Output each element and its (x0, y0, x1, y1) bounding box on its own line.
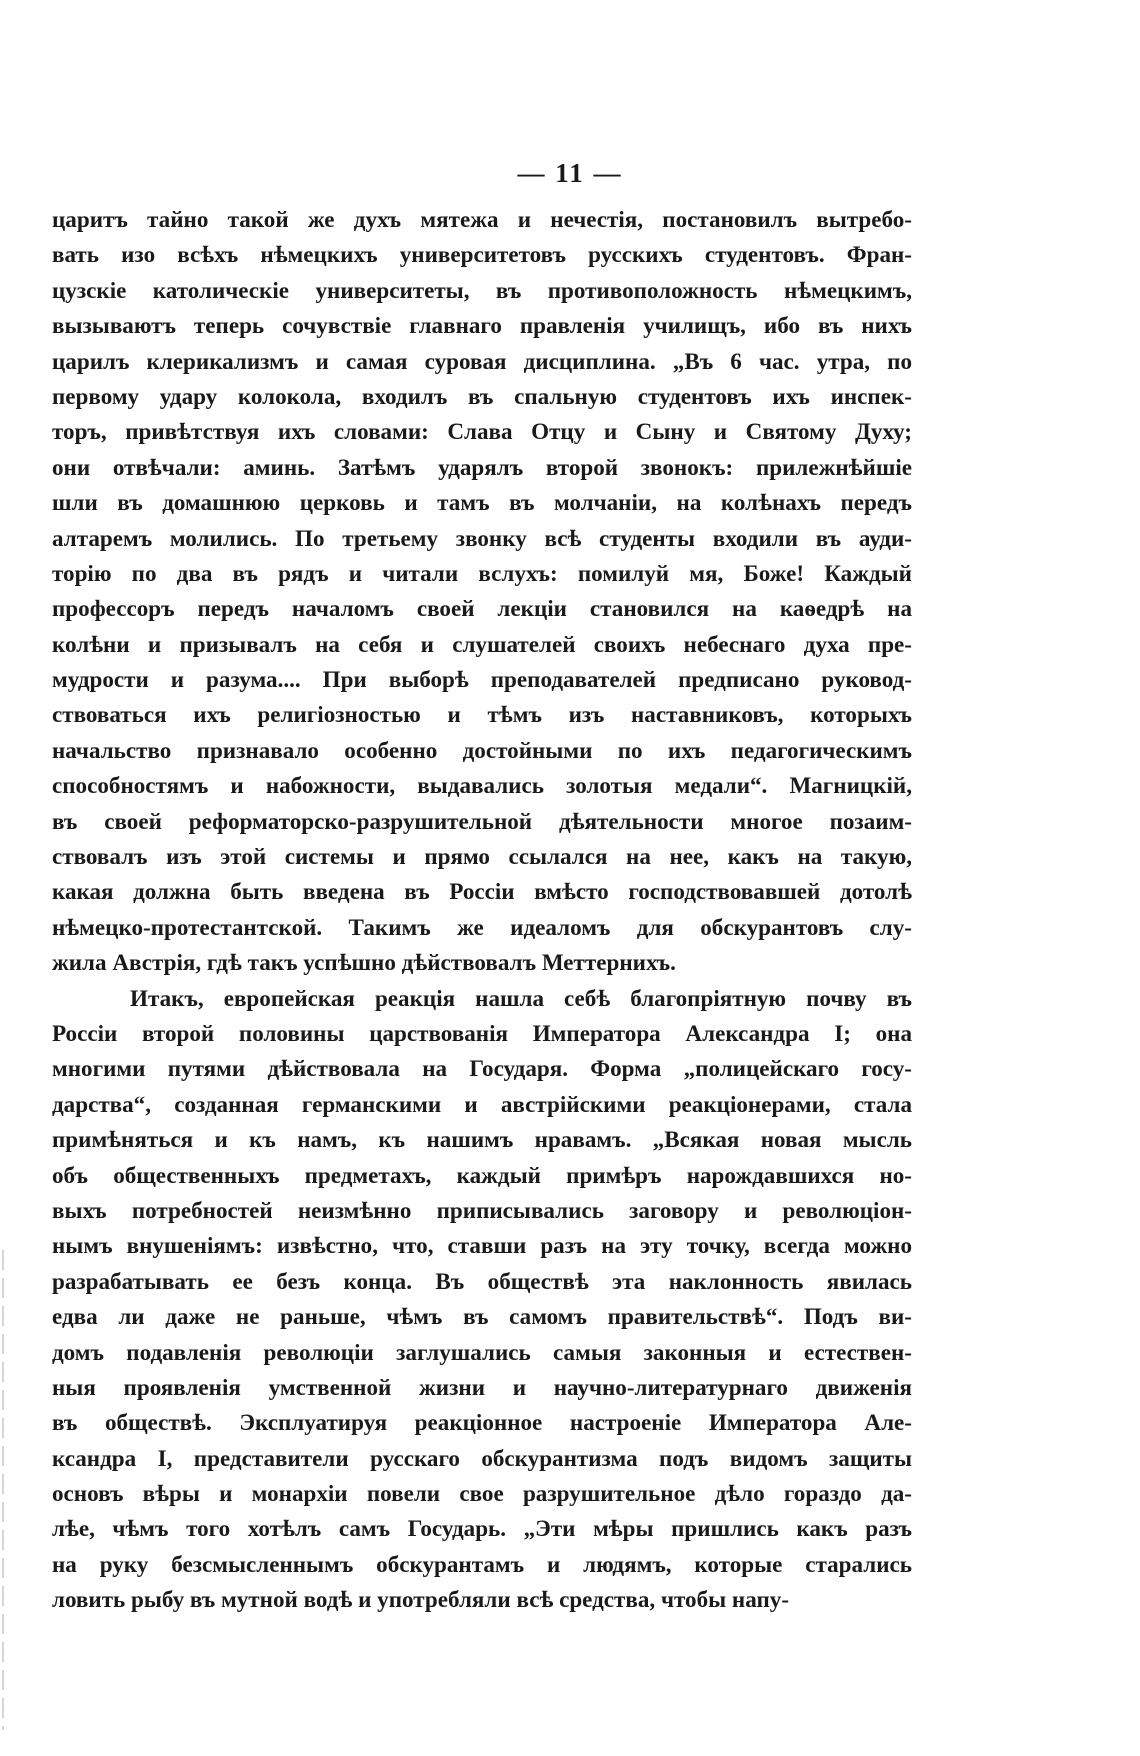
text-line: какая должна быть введена въ Россіи вмѣсто господствовавшей дотолѣ (52, 878, 912, 905)
text-line: Итакъ, европейская реакція нашла себѣ благопріятную почву въ (130, 984, 912, 1011)
paragraph-1 (52, 202, 912, 981)
text-line: въ обществѣ. Эксплуатируя реакціонное настроеніе Императора Але- (52, 1409, 912, 1436)
paragraph-2 (52, 981, 912, 1618)
text-line: примѣняться и къ намъ, къ нашимъ нравамъ. „Всякая новая мысль (52, 1126, 912, 1153)
text-line: первому удару колокола, входилъ въ спальную студентовъ ихъ инспек- (52, 382, 912, 409)
text-line: выхъ потребностей неизмѣнно приписывались заговору и революціон- (52, 1196, 912, 1223)
text-line: ксандра I, представители русскаго обскурантизма подъ видомъ защиты (52, 1444, 912, 1471)
text-line: объ общественныхъ предметахъ, каждый примѣръ нарождавшихся но- (52, 1161, 912, 1188)
text-line: вать изо всѣхъ нѣмецкихъ университетовъ русскихъ студентовъ. Фран- (52, 241, 912, 268)
text-line: профессоръ передъ началомъ своей лекціи становился на каѳедрѣ на (52, 595, 912, 622)
text-line: способностямъ и набожности, выдавались золотыя медали“. Магницкій, (52, 772, 912, 799)
text-line: ловить рыбу въ мутной водѣ и употребляли всѣ средства, чтобы напу- (52, 1586, 790, 1613)
text-line: вызываютъ теперь сочувствіе главнаго правленія училищъ, ибо въ нихъ (52, 312, 912, 339)
text-line: на руку безсмысленнымъ обскурантамъ и людямъ, которые старались (52, 1550, 912, 1577)
text-line: ствоваться ихъ религіозностью и тѣмъ изъ наставниковъ, которыхъ (52, 701, 912, 728)
text-line: нымъ внушеніямъ: извѣстно, что, ставши разъ на эту точку, всегда можно (52, 1232, 912, 1259)
text-line: торію по два въ рядъ и читали вслухъ: помилуй мя, Боже! Каждый (52, 559, 912, 586)
text-line: ствовалъ изъ этой системы и прямо ссылался на нее, какъ на такую, (52, 843, 912, 870)
text-line: лѣе, чѣмъ того хотѣлъ самъ Государь. „Эти мѣры пришлись какъ разъ (52, 1515, 912, 1542)
text-line: домъ подавленія революціи заглушались самыя законныя и естествен- (52, 1338, 912, 1365)
text-line: многими путями дѣйствовала на Государя. Форма „полицейскаго госу- (52, 1055, 912, 1082)
text-line: они отвѣчали: аминь. Затѣмъ ударялъ второй звонокъ: прилежнѣйшіе (52, 453, 912, 480)
text-line: колѣни и призывалъ на себя и слушателей своихъ небеснаго духа пре- (52, 630, 912, 657)
text-line: алтаремъ молились. По третьему звонку всѣ студенты входили въ ауди- (52, 524, 912, 551)
text-line: жила Австрія, гдѣ такъ успѣшно дѣйствовалъ Меттернихъ. (52, 949, 676, 976)
scan-margin-mark (2, 1250, 4, 1730)
text-line: царитъ тайно такой же духъ мятежа и нечестія, постановилъ вытребо- (52, 206, 912, 232)
text-line: цузскіе католическіе университеты, въ противоположность нѣмецкимъ, (52, 276, 912, 303)
text-line: Россіи второй половины царствованія Императора Александра I; она (52, 1019, 912, 1046)
text-line: торъ, привѣтствуя ихъ словами: Слава Отцу и Сыну и Святому Духу; (52, 418, 912, 445)
text-line: царилъ клерикализмъ и самая суровая дисциплина. „Въ 6 час. утра, по (52, 347, 912, 374)
text-line: разрабатывать ее безъ конца. Въ обществѣ эта наклонность явилась (52, 1267, 912, 1294)
text-line: ныя проявленія умственной жизни и научно-литературнаго движенія (52, 1373, 912, 1400)
text-line: дарства“, созданная германскими и австрійскими реакціонерами, стала (52, 1090, 912, 1117)
text-body (52, 202, 912, 1618)
text-line: начальство признавало особенно достойными по ихъ педагогическимъ (52, 736, 912, 763)
text-line: шли въ домашнюю церковь и тамъ въ молчаніи, на колѣнахъ передъ (52, 489, 912, 516)
text-line: въ своей реформаторско-разрушительной дѣятельности многое позаим- (52, 807, 912, 834)
page-number: — 11 — (517, 158, 623, 188)
text-line: нѣмецко-протестантской. Такимъ же идеаломъ для обскурантовъ слу- (52, 913, 912, 940)
text-line: основъ вѣры и монархіи повели свое разрушительное дѣло гораздо да- (52, 1480, 912, 1507)
text-line: мудрости и разума.... При выборѣ преподавателей предписано руковод- (52, 666, 912, 693)
text-line: едва ли даже не раньше, чѣмъ въ самомъ правительствѣ“. Подъ ви- (52, 1303, 912, 1330)
